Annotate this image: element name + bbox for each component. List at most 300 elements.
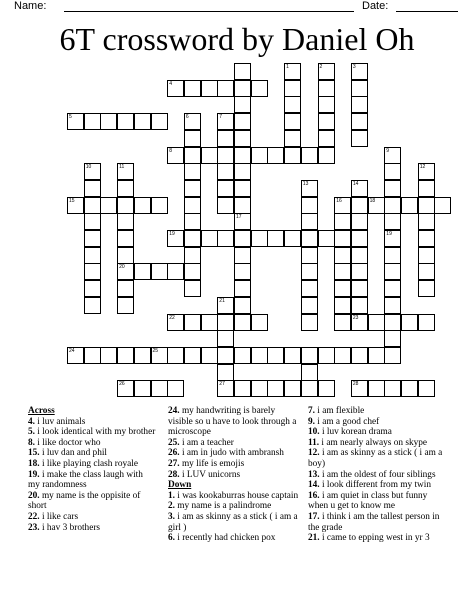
clue-text: i was kookaburras house captain [174,490,299,501]
grid-cell[interactable] [151,347,168,364]
grid-cell[interactable] [384,347,401,364]
grid-cell[interactable] [334,297,351,314]
down-heading: Down [168,480,192,491]
grid-cell[interactable] [351,96,368,113]
clue-number: 27 [219,381,225,388]
right-clues-column [308,406,448,544]
clue-text: i am the oldest of four siblings [319,469,436,480]
grid-cell[interactable] [384,163,401,180]
grid-cell[interactable] [251,230,268,247]
grid-cell[interactable] [267,147,284,164]
clue-text: i came to epping west in yr 3 [319,533,430,544]
grid-cell[interactable] [251,314,268,331]
clue-item [308,512,448,533]
clue-number: 8 [169,147,172,154]
grid-cell[interactable] [334,314,351,331]
clue-number: 4. [28,416,35,427]
grid-cell[interactable] [318,63,335,80]
clue-item [28,417,156,428]
grid-cell[interactable] [234,314,251,331]
grid-cell[interactable] [418,163,435,180]
clue-item [28,512,156,523]
clue-text: my name is the oppisite of short [28,490,141,512]
grid-cell[interactable] [151,380,168,397]
grid-cell[interactable] [184,163,201,180]
grid-cell[interactable] [217,297,234,314]
grid-cell[interactable] [284,96,301,113]
clue-number: 19 [386,231,392,237]
clue-number: 11 [119,164,125,171]
clue-text: i look identical with my brother [34,427,156,438]
grid-cell[interactable] [217,147,234,164]
grid-cell[interactable] [117,113,134,130]
grid-cell[interactable] [84,247,101,264]
clue-item [168,448,302,459]
grid-cell[interactable] [84,213,101,230]
grid-cell[interactable] [251,80,268,97]
grid-cell[interactable] [351,280,368,297]
grid-cell[interactable] [368,197,385,214]
grid-cell[interactable] [117,230,134,247]
grid-cell[interactable] [301,314,318,331]
across-clues-column [28,406,156,533]
grid-cell[interactable] [418,197,435,214]
grid-cell[interactable] [217,380,234,397]
grid-cell[interactable] [368,347,385,364]
clue-text: i LUV unicorns [179,469,241,480]
clue-item [308,417,448,428]
grid-cell[interactable] [418,213,435,230]
grid-cell[interactable] [434,197,451,214]
grid-cell[interactable] [334,247,351,264]
grid-cell[interactable] [134,380,151,397]
grid-cell[interactable] [184,314,201,331]
grid-cell[interactable] [384,380,401,397]
clue-number: 19 [169,231,175,237]
clue-number: 13. [308,469,320,480]
across-clue-list [28,417,156,534]
clue-number: 23 [352,314,359,321]
grid-cell[interactable] [284,80,301,97]
grid-cell[interactable] [151,197,168,214]
grid-cell[interactable] [301,380,318,397]
grid-cell[interactable] [234,213,251,230]
clue-number: 21 [219,297,225,304]
grid-cell[interactable] [318,347,335,364]
clue-item [168,491,302,502]
clue-item [308,438,448,449]
grid-cell[interactable] [284,130,301,147]
clue-number: 11. [308,437,320,448]
grid-cell[interactable] [334,280,351,297]
grid-cell[interactable] [184,130,201,147]
grid-cell[interactable] [184,280,201,297]
grid-cell[interactable] [100,113,117,130]
grid-cell[interactable] [251,347,268,364]
clue-number: 15 [69,197,75,204]
clue-number: 18 [369,197,376,204]
grid-cell[interactable] [334,347,351,364]
grid-cell[interactable] [384,330,401,347]
middle-clues-column [168,406,302,544]
grid-cell[interactable] [184,263,201,280]
clue-text: i am flexible [314,406,365,416]
clue-text: i think i am the tallest person in the grade [308,511,440,533]
clue-text: i like doctor who [34,437,101,448]
clue-number: 21. [308,533,320,544]
grid-cell[interactable] [318,80,335,97]
grid-cell[interactable] [201,347,218,364]
clue-number: 25. [168,437,180,448]
grid-cell[interactable] [351,230,368,247]
clue-number: 3. [168,511,175,522]
clue-text: i am as skinny as a stick ( i am a girl ) [168,511,298,533]
grid-cell[interactable] [301,364,318,381]
grid-cell[interactable] [234,163,251,180]
grid-cell[interactable] [301,230,318,247]
grid-cell[interactable] [184,230,201,247]
clue-item [28,459,156,470]
grid-cell[interactable] [84,297,101,314]
grid-cell[interactable] [217,163,234,180]
clue-text: i am as skinny as a stick ( i am a boy) [308,448,443,469]
clue-text: i luv korean drama [319,427,392,438]
grid-cell[interactable] [301,263,318,280]
clue-item [28,427,156,438]
grid-cell[interactable] [234,263,251,280]
grid-cell[interactable] [384,180,401,197]
grid-cell[interactable] [234,280,251,297]
grid-cell[interactable] [284,347,301,364]
grid-cell[interactable] [84,230,101,247]
clue-item [168,533,302,544]
clue-number: 22 [169,314,175,321]
grid-cell[interactable] [418,230,435,247]
grid-cell[interactable] [67,347,84,364]
grid-cell[interactable] [217,80,234,97]
clue-text: i like cars [39,511,79,522]
clue-number: 4 [169,80,172,87]
grid-cell[interactable] [234,63,251,80]
grid-cell[interactable] [267,380,284,397]
clue-number: 7. [308,406,315,416]
clue-number: 22. [28,511,40,522]
grid-cell[interactable] [384,247,401,264]
grid-cell[interactable] [117,163,134,180]
grid-cell[interactable] [251,147,268,164]
grid-cell[interactable] [251,380,268,397]
grid-cell[interactable] [284,63,301,80]
grid-cell[interactable] [401,197,418,214]
grid-cell[interactable] [368,380,385,397]
clue-number: 5 [69,114,72,121]
grid-cell[interactable] [234,130,251,147]
grid-cell[interactable] [418,263,435,280]
grid-cell[interactable] [234,297,251,314]
grid-cell[interactable] [234,96,251,113]
clue-item [28,448,156,459]
grid-cell[interactable] [384,197,401,214]
clue-number: 9. [308,416,315,427]
grid-cell[interactable] [84,197,101,214]
grid-cell[interactable] [167,147,184,164]
grid-cell[interactable] [401,314,418,331]
grid-cell[interactable] [384,213,401,230]
clue-text: i am nearly always on skype [319,437,428,448]
clue-number: 20. [28,490,40,501]
clue-number: 6. [168,533,175,544]
date-label: Date: [362,0,389,12]
grid-cell[interactable] [284,113,301,130]
grid-cell[interactable] [234,230,251,247]
clue-number: 27. [168,458,180,469]
grid-cell[interactable] [334,197,351,214]
clue-item [308,448,448,469]
grid-cell[interactable] [117,380,134,397]
clue-item [168,470,302,481]
clue-item [308,533,448,544]
grid-cell[interactable] [384,263,401,280]
grid-cell[interactable] [234,247,251,264]
grid-cell[interactable] [351,63,368,80]
date-field-line[interactable] [396,11,458,12]
grid-cell[interactable] [234,380,251,397]
grid-cell[interactable] [418,247,435,264]
grid-cell[interactable] [84,347,101,364]
grid-cell[interactable] [351,180,368,197]
name-field-line[interactable] [64,11,354,12]
clue-number: 26. [168,448,180,459]
grid-cell[interactable] [301,147,318,164]
clue-number: 19. [28,469,40,480]
clue-number: 3 [352,64,356,70]
clue-item [308,491,448,512]
clue-item [168,406,302,438]
grid-cell[interactable] [401,380,418,397]
grid-cell[interactable] [217,113,234,130]
grid-cell[interactable] [184,147,201,164]
grid-cell[interactable] [318,380,335,397]
down-clue-list [168,491,302,544]
grid-cell[interactable] [418,380,435,397]
grid-cell[interactable] [67,113,84,130]
clue-number: 14. [308,480,320,491]
grid-cell[interactable] [151,113,168,130]
grid-cell[interactable] [84,113,101,130]
grid-cell[interactable] [84,263,101,280]
clue-item [28,470,156,491]
grid-cell[interactable] [117,180,134,197]
grid-cell[interactable] [117,263,134,280]
grid-cell[interactable] [351,80,368,97]
clue-number: 26 [119,381,125,388]
grid-cell[interactable] [201,230,218,247]
grid-cell[interactable] [134,347,151,364]
grid-cell[interactable] [184,180,201,197]
grid-cell[interactable] [318,147,335,164]
grid-cell[interactable] [134,113,151,130]
grid-cell[interactable] [117,347,134,364]
grid-cell[interactable] [100,197,117,214]
grid-cell[interactable] [217,364,234,381]
grid-cell[interactable] [284,230,301,247]
grid-cell[interactable] [351,314,368,331]
grid-cell[interactable] [351,247,368,264]
grid-cell[interactable] [100,347,117,364]
down-clue-list-continued [308,406,448,544]
grid-cell[interactable] [167,314,184,331]
grid-cell[interactable] [117,247,134,264]
grid-cell[interactable] [184,213,201,230]
grid-cell[interactable] [351,263,368,280]
clue-text: i am quiet in class but funny when u get to know me [308,490,428,512]
grid-cell[interactable] [134,197,151,214]
grid-cell[interactable] [217,330,234,347]
clue-number: 24. [168,406,180,416]
grid-cell[interactable] [301,180,318,197]
clue-text: i luv dan and phil [39,448,108,459]
grid-cell[interactable] [117,197,134,214]
clue-text: i make the class laugh with my randomness [28,469,143,491]
clue-item [28,523,156,534]
grid-cell[interactable] [234,147,251,164]
clue-item [168,459,302,470]
clue-number: 2 [319,64,323,70]
clue-text: i am a teacher [179,437,234,448]
grid-cell[interactable] [217,347,234,364]
clue-number: 6 [185,114,189,121]
grid-cell[interactable] [318,230,335,247]
clue-number: 14 [352,180,359,187]
clue-number: 5. [28,427,35,438]
grid-cell[interactable] [234,80,251,97]
page-title: 6T crossword by Daniel Oh [59,21,415,57]
clue-number: 1. [168,490,175,501]
grid-cell[interactable] [217,180,234,197]
clue-number: 16 [336,197,342,204]
grid-cell[interactable] [318,113,335,130]
grid-cell[interactable] [117,297,134,314]
grid-cell[interactable] [217,197,234,214]
grid-cell[interactable] [301,297,318,314]
clue-number: 18. [28,458,40,469]
grid-cell[interactable] [217,230,234,247]
grid-cell[interactable] [217,130,234,147]
grid-cell[interactable] [284,147,301,164]
grid-cell[interactable] [267,347,284,364]
grid-cell[interactable] [284,380,301,397]
grid-cell[interactable] [418,314,435,331]
grid-cell[interactable] [351,213,368,230]
clue-item [308,480,448,491]
grid-cell[interactable] [184,197,201,214]
grid-cell[interactable] [334,230,351,247]
grid-cell[interactable] [301,247,318,264]
grid-cell[interactable] [368,314,385,331]
grid-cell[interactable] [167,263,184,280]
clue-number: 7 [219,114,223,121]
clue-number: 28. [168,469,180,480]
grid-cell[interactable] [267,230,284,247]
grid-cell[interactable] [234,197,251,214]
grid-cell[interactable] [384,314,401,331]
clue-number: 17 [236,214,242,221]
grid-cell[interactable] [301,347,318,364]
clue-text: i luv animals [34,416,86,427]
grid-cell[interactable] [217,314,234,331]
grid-cell[interactable] [67,197,84,214]
clue-number: 23. [28,522,40,533]
grid-cell[interactable] [334,213,351,230]
grid-cell[interactable] [84,280,101,297]
grid-cell[interactable] [84,180,101,197]
grid-cell[interactable] [167,80,184,97]
grid-cell[interactable] [351,130,368,147]
clue-number: 10 [85,164,92,171]
grid-cell[interactable] [184,247,201,264]
grid-cell[interactable] [234,113,251,130]
grid-cell[interactable] [384,147,401,164]
grid-cell[interactable] [351,113,368,130]
clue-text: i recently had chicken pox [174,533,276,544]
clue-item [28,438,156,449]
grid-cell[interactable] [384,230,401,247]
grid-cell[interactable] [167,230,184,247]
grid-cell[interactable] [318,96,335,113]
clue-item [308,406,448,417]
grid-cell[interactable] [334,263,351,280]
grid-cell[interactable] [301,213,318,230]
clue-text: my life is emojis [179,458,245,469]
grid-cell[interactable] [184,113,201,130]
grid-cell[interactable] [351,197,368,214]
grid-cell[interactable] [84,163,101,180]
grid-cell[interactable] [301,197,318,214]
grid-cell[interactable] [151,263,168,280]
clue-number: 20 [119,264,125,271]
grid-cell[interactable] [167,347,184,364]
clue-number: 10. [308,427,320,438]
grid-cell[interactable] [201,80,218,97]
clue-text: i hav 3 brothers [39,522,101,533]
clue-item [308,427,448,438]
grid-cell[interactable] [418,180,435,197]
clue-number: 15. [28,448,40,459]
grid-cell[interactable] [134,263,151,280]
clue-number: 24 [69,347,75,354]
grid-cell[interactable] [384,280,401,297]
grid-cell[interactable] [117,280,134,297]
clue-text: my handwriting is barely visible so u have to look through a microscope [168,406,297,438]
grid-cell[interactable] [351,297,368,314]
grid-cell[interactable] [301,280,318,297]
grid-cell[interactable] [351,380,368,397]
grid-cell[interactable] [117,213,134,230]
clue-text: i am in judo with ambransh [179,448,284,459]
clue-item [308,470,448,481]
grid-cell[interactable] [201,314,218,331]
grid-cell[interactable] [384,297,401,314]
grid-cell[interactable] [418,280,435,297]
grid-cell[interactable] [234,347,251,364]
grid-cell[interactable] [234,180,251,197]
grid-cell[interactable] [201,147,218,164]
grid-cell[interactable] [167,380,184,397]
grid-cell[interactable] [318,130,335,147]
grid-cell[interactable] [351,347,368,364]
grid-cell[interactable] [184,80,201,97]
grid-cell[interactable] [184,347,201,364]
